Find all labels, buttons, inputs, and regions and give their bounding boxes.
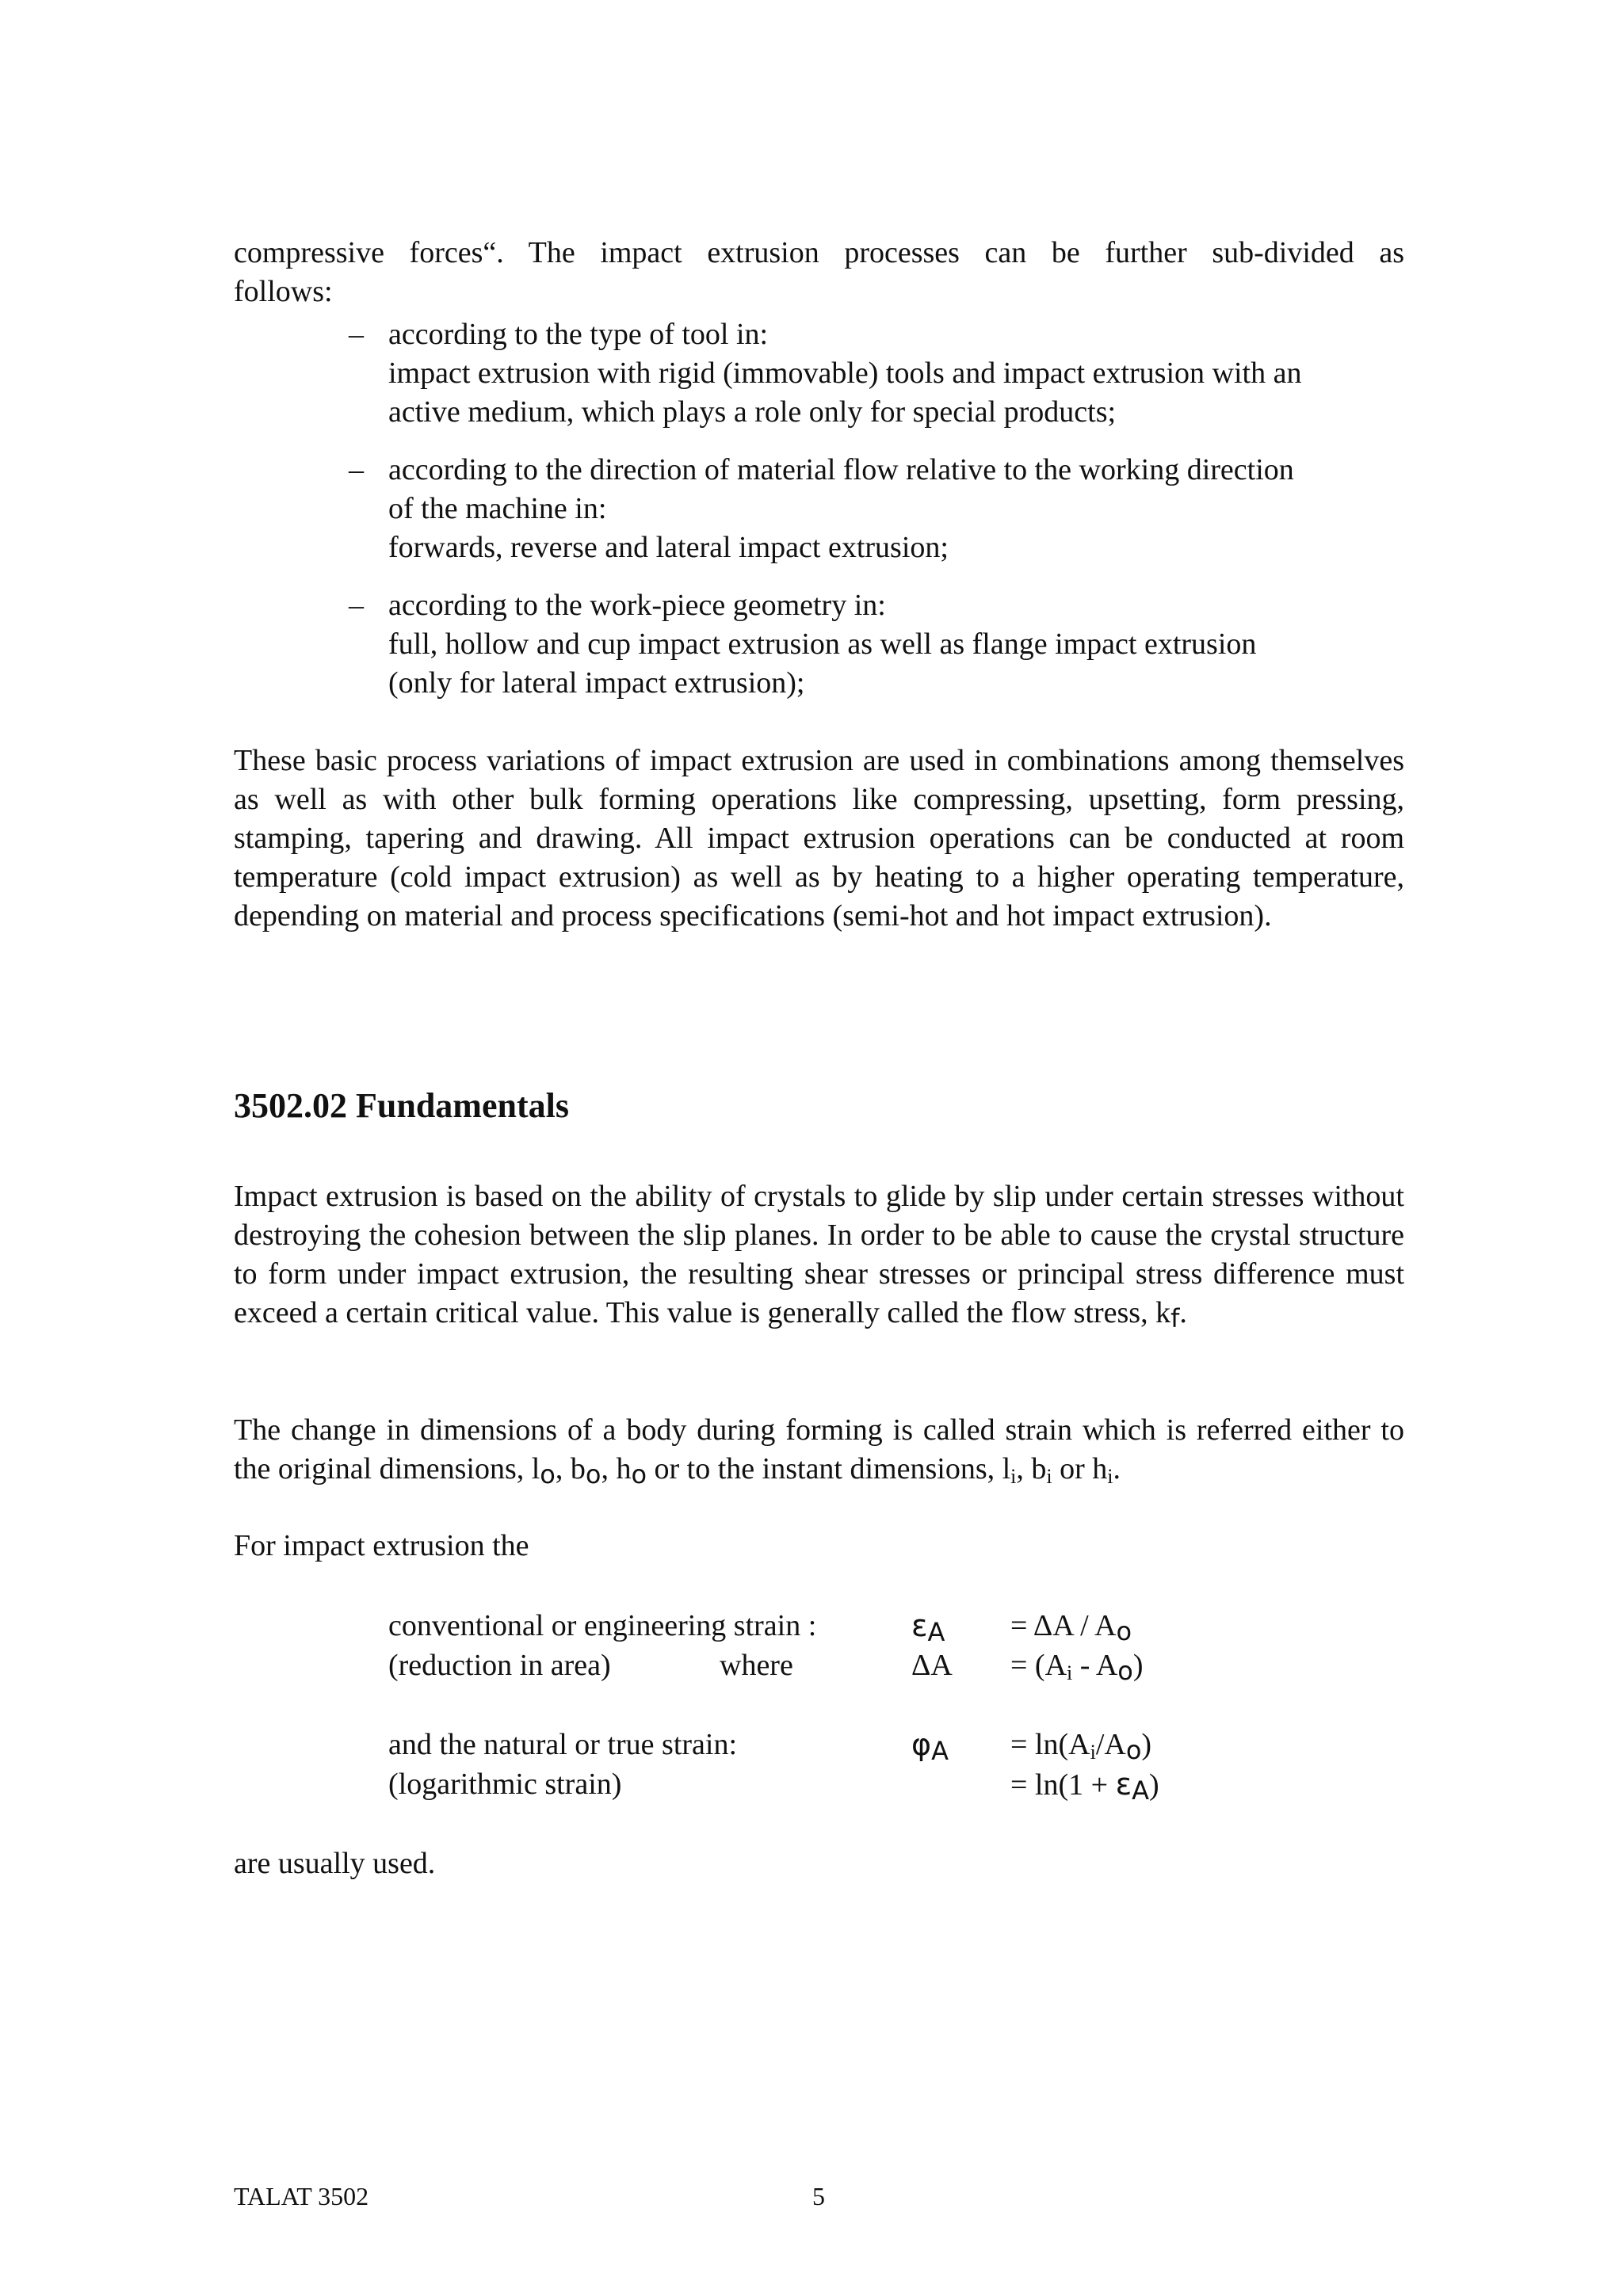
subscript-i: i: [1090, 1741, 1096, 1764]
epsilon-symbol: ε: [911, 1608, 928, 1643]
equation-text: = (A: [1010, 1649, 1067, 1682]
strain-paragraph: [234, 1411, 1404, 1491]
formula-row3-equation: [1010, 1726, 1151, 1767]
subscript-a: A: [927, 1617, 945, 1647]
formula-row2-label: (reduction in area): [388, 1649, 611, 1682]
intro-line-1-text: compressive forces“. The impact extrusion processes can be further sub-divided as: [234, 236, 1404, 269]
subscript-a: A: [931, 1736, 949, 1766]
flow-stress-subscript: f: [1170, 1303, 1180, 1333]
subscript-o: o: [1117, 1656, 1133, 1686]
subscript-o: o: [631, 1459, 647, 1489]
bullet-dash: –: [349, 453, 364, 486]
subscript-i: i: [1107, 1465, 1113, 1488]
equation-text: - A: [1072, 1649, 1118, 1682]
bullet-text: [388, 315, 1395, 432]
fundamentals-text: Impact extrusion is based on the ability of crystals to glide by slip under certain stresses without destroying the cohesion between the slip planes. In order to be able to cause the crystal structure to form under impact extrusion, the resulting shear stresses or principal stress difference must exceed a certain critical value. This value is generally called the flow stress, k: [234, 1180, 1404, 1329]
variations-paragraph: These basic process variations of impact extrusion are used in combinations among themselves as well as with other bulk forming operations like compressing, upsetting, form pressing, stamping, tapering and drawing. All impact extrusion operations can be conducted at room temperature (cold impact extrusion) as well as by heating to a higher operating temperature, depending on material and process specifications (semi-hot and hot impact extrusion).: [234, 744, 1404, 933]
epsilon-symbol: ε: [1115, 1767, 1132, 1802]
intro-line-1: [234, 234, 1404, 273]
formula-row1-label: conventional or engineering strain :: [388, 1609, 817, 1642]
bullet-item-tool-type: [349, 315, 1395, 432]
bullet-dash: –: [349, 318, 364, 351]
phi-symbol: φ: [911, 1727, 932, 1762]
bullet-text: [388, 451, 1395, 567]
subscript-a: A: [1132, 1775, 1150, 1806]
equation-text: = ln(1 +: [1010, 1768, 1116, 1802]
formula-row3-symbol: [911, 1726, 949, 1766]
strain-end: .: [1113, 1452, 1121, 1486]
bullet-line: according to the type of tool in:: [388, 318, 769, 351]
equation-text: = ln(A: [1010, 1728, 1090, 1761]
strain-b2: , b: [1016, 1452, 1047, 1486]
fundamentals-paragraph: [234, 1177, 1404, 1333]
formula-row2-equation: [1010, 1646, 1144, 1688]
subscript-i: i: [1067, 1661, 1073, 1684]
formula-row3-label: and the natural or true strain:: [388, 1728, 738, 1761]
bullet-line: impact extrusion with rigid (immovable) tools and impact extrusion with an: [388, 357, 1302, 390]
formula-row1-symbol: [911, 1607, 945, 1647]
equation-text: /A: [1095, 1728, 1126, 1761]
subscript-o: o: [585, 1459, 601, 1489]
bullet-text: [388, 586, 1395, 703]
formula-row2-symbol: ΔA: [911, 1649, 953, 1682]
intro-line-2: follows:: [234, 275, 333, 308]
equation-text: ): [1132, 1649, 1144, 1682]
formula-row1-equation: [1010, 1607, 1132, 1646]
footer-document-id: TALAT 3502: [234, 2182, 369, 2210]
formula-row4-equation: [1010, 1765, 1159, 1806]
fundamentals-end: .: [1179, 1296, 1187, 1329]
bullet-line: according to the work-piece geometry in:: [388, 589, 886, 622]
bullet-line: according to the direction of material flow relative to the working direction: [388, 453, 1294, 486]
strain-text: The change in dimensions of a body during forming is called strain which is referred either to the original dimensions, l: [234, 1413, 1404, 1486]
subscript-o: o: [1125, 1735, 1142, 1765]
subscript-i: i: [1010, 1465, 1017, 1488]
subscript-o: o: [540, 1459, 556, 1489]
equation-text: ): [1149, 1768, 1159, 1802]
bullet-item-material-flow: [349, 451, 1395, 567]
subscript-i: i: [1046, 1465, 1052, 1488]
strain-h: , h: [601, 1452, 632, 1486]
bullet-item-geometry: [349, 586, 1395, 703]
usually-used-line: are usually used.: [234, 1847, 436, 1880]
equation-text: ): [1141, 1728, 1152, 1761]
section-heading: 3502.02 Fundamentals: [234, 1086, 569, 1125]
bullet-line: full, hollow and cup impact extrusion as well as flange impact extrusion: [388, 627, 1257, 661]
bullet-line: active medium, which plays a role only for special products;: [388, 395, 1117, 429]
strain-mid: or to the instant dimensions, l: [647, 1452, 1011, 1486]
for-impact-line: For impact extrusion the: [234, 1529, 529, 1562]
footer-page-number: 5: [812, 2182, 825, 2210]
strain-b: , b: [555, 1452, 586, 1486]
formula-row4-label: (logarithmic strain): [388, 1768, 622, 1801]
formula-row2-where: where: [720, 1649, 793, 1682]
equation-text: = ΔA / A: [1010, 1609, 1117, 1642]
subscript-o: o: [1116, 1616, 1132, 1646]
bullet-dash: –: [349, 589, 364, 622]
strain-or: or h: [1052, 1452, 1108, 1486]
bullet-line: of the machine in:: [388, 492, 607, 525]
bullet-line: (only for lateral impact extrusion);: [388, 666, 805, 700]
bullet-line: forwards, reverse and lateral impact extrusion;: [388, 531, 949, 564]
